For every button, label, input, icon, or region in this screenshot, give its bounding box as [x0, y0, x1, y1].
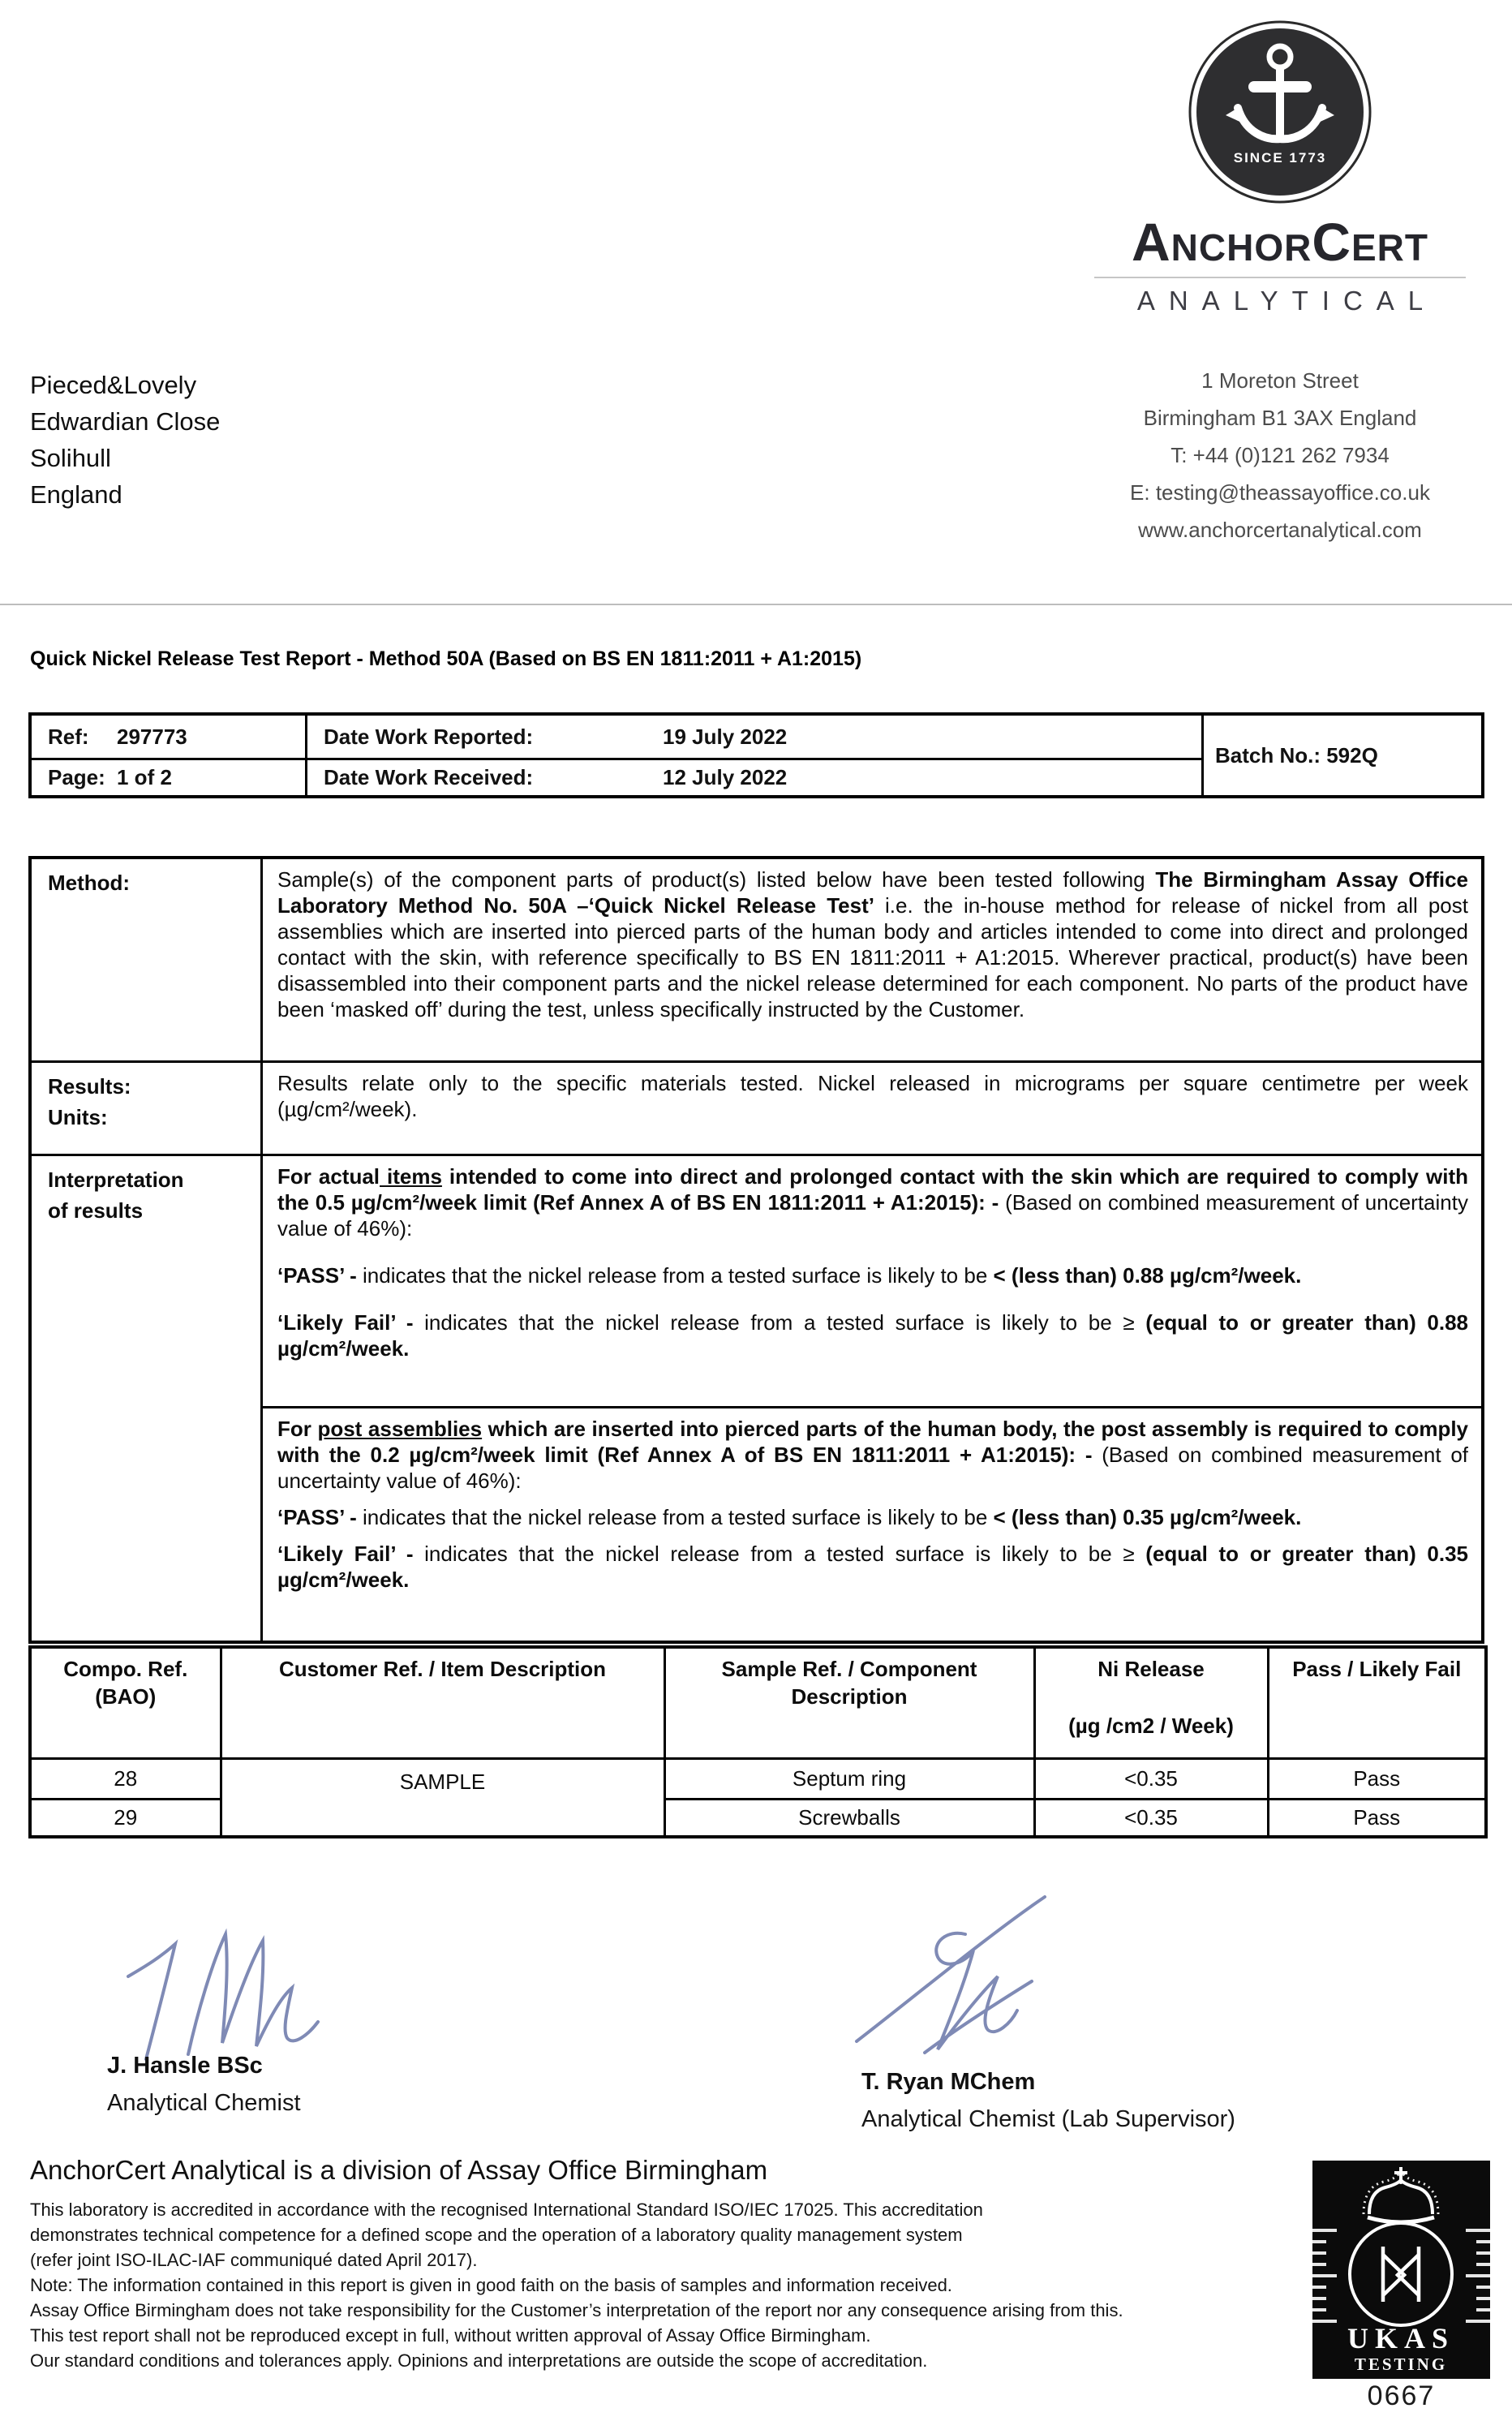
lab-phone: T: +44 (0)121 262 7934 [1171, 443, 1390, 467]
smallprint-line: This laboratory is accredited in accordance with the recognised International Standard ISO/IEC 17025. This accreditation [30, 2200, 983, 2220]
interp1-pass: ‘PASS’ - indicates that the nickel release from a tested surface is likely to be < (less than) 0.88 µg/cm²/week. [277, 1263, 1302, 1288]
date-reported-cell [305, 716, 1201, 758]
smallprint-line: demonstrates technical competence for a defined scope and the operation of a laboratory quality management system [30, 2225, 963, 2245]
batch-number: Batch No.: 592Q [1201, 716, 1488, 795]
accreditation-smallprint [30, 2197, 1123, 2373]
ni-release-value: <0.35 [1034, 1759, 1268, 1800]
method-text: Sample(s) of the component parts of product(s) listed below have been tested following The Birmingham Assay Office Laboratory Method No. 50A –‘Quick Nickel Release Test’ i.e. the in-house method for release of nickel from all post assemblies which are inserted into pierced parts of the human body and articles intended to come into direct and prolonged contact with the skin, with reference specifically to BS EN 1811:2011 + A1:2015. Wherever practical, product(s) have been disassembled into their component parts and the nickel release determined for each component. No parts of the product have been ‘masked off’ during the test, unless specifically instructed by the Customer. [260, 859, 1481, 1060]
interpretation-skin-contact [263, 1156, 1481, 1408]
lab-street: 1 Moreton Street [1201, 368, 1359, 393]
result-value: Pass [1268, 1759, 1486, 1800]
interpretation-content [260, 1156, 1481, 1641]
results-units-label [32, 1063, 260, 1154]
ni-release-value: <0.35 [1034, 1800, 1268, 1837]
reference-table [28, 712, 1484, 798]
interpretation-label-line1: Interpretation [48, 1168, 184, 1192]
compo-ref-value: 28 [30, 1759, 221, 1800]
signatory-role: Analytical Chemist (Lab Supervisor) [861, 2106, 1235, 2132]
date-reported-value: 19 July 2022 [663, 724, 788, 749]
division-statement: AnchorCert Analytical is a division of Assay Office Birmingham [30, 2155, 768, 2185]
method-info-table [28, 856, 1484, 1644]
date-received-cell [305, 758, 1201, 795]
signature-analyst [114, 1899, 422, 2069]
signatory-name: T. Ryan MChem [861, 2069, 1036, 2095]
page-value: 1 of 2 [117, 765, 172, 789]
customer-ref-value: SAMPLE [221, 1759, 664, 1837]
col-ni-release: Ni Release (µg /cm2 / Week) [1034, 1647, 1268, 1759]
sample-ref-value: Septum ring [664, 1759, 1034, 1800]
logo-subtitle: ANALYTICAL [1136, 286, 1437, 316]
method-row [32, 859, 1481, 1060]
logo-wordmark: AnchorCert [1132, 212, 1428, 272]
interp2-intro: For post assemblies which are inserted into pierced parts of the human body, the post assembly is required to comply with the 0.2 µg/cm²/week limit (Ref Annex A of BS EN 1811:2011 + A1:2015): - (Based on combined measurement of uncertainty value of 46%): [277, 1417, 1469, 1493]
smallprint-line: Assay Office Birmingham does not take responsibility for the Customer’s interpretation of the report nor any consequence arising from this. [30, 2300, 1123, 2320]
col-compo-ref: Compo. Ref. (BAO) [30, 1647, 221, 1759]
report-title: Quick Nickel Release Test Report - Method 50A (Based on BS EN 1811:2011 + A1:2015) [30, 647, 862, 670]
customer-street: Edwardian Close [30, 407, 221, 436]
ni-release-unit: (µg /cm2 / Week) [1068, 1714, 1234, 1738]
results-label: Results: [48, 1074, 131, 1099]
interp1-intro: For actual items intended to come into direct and prolonged contact with the skin which are required to comply with the 0.5 µg/cm²/week limit (Ref Annex A of BS EN 1811:2011 + A1:2015): - (Based on combined measurement of uncertainty value of 46%): [277, 1164, 1468, 1241]
lab-email: E: testing@theassayoffice.co.uk [1130, 480, 1430, 505]
header-divider [0, 604, 1512, 605]
col-sample-ref: Sample Ref. / Component Description [664, 1647, 1034, 1759]
interpretation-label [32, 1156, 260, 1641]
logo-divider [1094, 277, 1466, 278]
emblem-since-text: SINCE 1773 [1233, 150, 1327, 166]
customer-name: Pieced&Lovely [30, 371, 197, 399]
result-value: Pass [1268, 1800, 1486, 1837]
smallprint-line: This test report shall not be reproduced except in full, without written approval of Assay Office Birmingham. [30, 2325, 871, 2346]
smallprint-line: (refer joint ISO-ILAC-IAF communiqué dated April 2017). [30, 2250, 478, 2270]
sample-ref-value: Screwballs [664, 1800, 1034, 1837]
units-label: Units: [48, 1105, 108, 1129]
signatory-name: J. Hansle BSc [107, 2053, 263, 2079]
interpretation-label-line2: of results [48, 1198, 144, 1223]
ref-value: 297773 [117, 724, 187, 749]
ref-label: Ref: [48, 724, 89, 749]
signature-supervisor [827, 1882, 1087, 2077]
method-label: Method: [48, 871, 131, 895]
signatory-role: Analytical Chemist [107, 2090, 301, 2116]
results-units-row [32, 1060, 1481, 1154]
page-label: Page: [48, 765, 105, 789]
ukas-testing-logo [1312, 2161, 1490, 2379]
compo-ref-value: 29 [30, 1800, 221, 1837]
page-cell [32, 758, 305, 795]
interpretation-row [32, 1154, 1481, 1641]
date-reported-label: Date Work Reported: [324, 724, 534, 749]
results-text: Results relate only to the specific materials tested. Nickel released in micrograms per square centimetre per week (µg/cm²/week). [260, 1063, 1481, 1154]
customer-country: England [30, 480, 122, 509]
lab-city: Birmingham B1 3AX England [1143, 406, 1417, 430]
ukas-name: UKAS [1347, 2322, 1455, 2354]
results-table [28, 1645, 1488, 1838]
ref-cell [32, 716, 305, 758]
col-pass-fail: Pass / Likely Fail [1268, 1647, 1486, 1759]
interp1-fail: ‘Likely Fail’ - indicates that the nickel release from a tested surface is likely to be ≥ (equal to or greater than) 0.88 µg/cm²/week. [277, 1310, 1468, 1361]
anchor-emblem-icon [1187, 18, 1373, 206]
lab-website: www.anchorcertanalytical.com [1138, 518, 1422, 542]
table-row [30, 1759, 1486, 1800]
interp2-pass: ‘PASS’ - indicates that the nickel release from a tested surface is likely to be < (less than) 0.35 µg/cm²/week. [277, 1505, 1302, 1529]
lab-contact-block [1089, 362, 1471, 548]
smallprint-line: Note: The information contained in this report is given in good faith on the basis of samples and information received. [30, 2275, 952, 2295]
col-customer-ref: Customer Ref. / Item Description [221, 1647, 664, 1759]
smallprint-line: Our standard conditions and tolerances apply. Opinions and interpretations are outside the scope of accreditation. [30, 2350, 928, 2371]
customer-town: Solihull [30, 444, 111, 472]
ukas-accreditation-number: 0667 [1367, 2380, 1436, 2411]
results-header-row [30, 1647, 1486, 1759]
customer-address [30, 367, 220, 513]
date-received-label: Date Work Received: [324, 765, 534, 789]
date-received-value: 12 July 2022 [663, 765, 788, 789]
interpretation-post-assemblies [263, 1408, 1481, 1641]
anchorcert-logo [1089, 18, 1471, 316]
interp2-fail: ‘Likely Fail’ - indicates that the nickel release from a tested surface is likely to be ≥ (equal to or greater than) 0.35 µg/cm²/week. [277, 1542, 1468, 1592]
ukas-type: TESTING [1354, 2354, 1448, 2374]
